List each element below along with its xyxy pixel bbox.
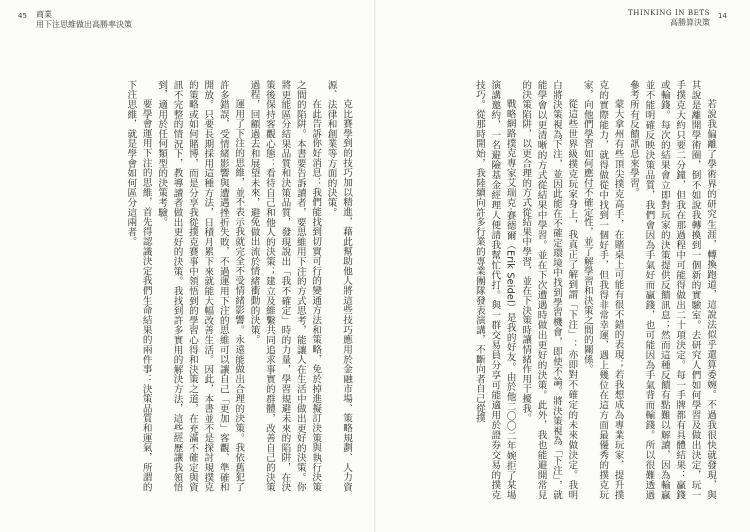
- left-running-head-line-1: 商業: [36, 10, 52, 19]
- left-running-head-line-2: 用下注思維做出高勝率決策: [36, 20, 132, 29]
- right-page-number: 14: [718, 12, 727, 20]
- body-paragraph: 戰略網路撲克專家艾瑞克·賽德爾（Erik Seidel）是我的好友。由於他二〇〇二年婉拒了某場演講邀約，一名避險基金經理人便請我幫忙代打。與一群交易員分享可能適用於證券交易的撲克技巧。從那時開始，我陸續向許多行業的專業團隊發表演講，不斷向者自己從撲: [473, 80, 516, 500]
- page-gutter: [374, 0, 376, 532]
- right-page-body: [392, 80, 718, 500]
- right-running-head: [628, 8, 711, 28]
- body-paragraph: 若說我偏離了學術界的研究生涯，轉換跑道，這說法似乎還算委婉。不過我很快就發現，與其說是離開學術圈，倒不如說我轉換到一個新的實驗室。去研究人們如何學習及做出決定，玩一手撲克大約只要二分鐘，但我在那過程中可能得做出二十項決定。每一手牌都有具體結果：贏錢或輸錢。每次的結果會立即對玩家的決策提供反饋訊息；然而這種反饋有點難以解讀，因為輸贏並不能明確反映決策品質，我們會因為手氣好而贏錢，也可能因為手氣背而輸錢。所以很難透過參考所有反饋訊息來學習。: [627, 80, 716, 500]
- body-paragraph: 克比賽學到的技巧加以精進，藉此幫助他人將這些技巧應用於金融市場、策略規劃、人力資源、法律和創業等方面的決策。: [325, 80, 352, 492]
- body-paragraph: 從這些世界級撲克玩家身上，我真正了解到謂「下注」：亦即對不確定的未來做決定。我明白將決策視為下注，並因此能在不確定環境中找到學習機會，即使不論。將決策視為「下注」，就能學會以更清晰的方式從結果中學習。並在下次遭遇時做出更好的決策。此外，我也能避開常見的決策陷阱，以更合理的方式從結果中學習，並在下決策時讓情緒作用干擾我。: [520, 80, 578, 500]
- body-paragraph: 在此告訴你好消息：我們能找到切實可行的變通方法和策略，免於掉進擬訂決策與執行決策之間的陷阱。本書要告訴讀者，要思維用下注的方式思考，能讓人在生活中做出更好的決策。你將更能區分結果品質和決策品質，發現說出「我不確定」時的力量，學習規避未來的陷阱，在決策後保持客觀心態：看待自己和他人的決策；建立及維繫共同追求事實的群體，改善自己的決策過程，回顧過去和展望未來，避免做出流於情緒衝動的決策。: [248, 80, 322, 492]
- left-running-head: [36, 10, 132, 30]
- body-paragraph: 要學會運用下注的思維，首先得認識決定我們生命結果的兩件事：決策品質和運氣，所謂的下注思維，就是學會如何區分這兩者。: [125, 80, 152, 492]
- body-paragraph: 運用了下注的思維，並不表示我就完全不受情緒影響。永遠能做出合理的決策。我依舊犯了許多錯誤，受情緒影響與遭遇挫折失敗，不過運用下注的思維可以讓自己「更加」客觀、準確和開放。只要長期採用這種方法，日積月累下來就能大幅改善生活。因此，本書並不是探討規撲克的策略或如何賭博，而是分享我從撲克賽事中領悟到的學習心得和決策之道，在充滿不確定與資訊不完整的情況下，教導讀者做出更好的決策。我找到許多實用的解決方法，這些經歷讓我領悟到，適用於任何類型的決策考驗。: [156, 80, 245, 492]
- left-page-body: [36, 80, 354, 492]
- body-paragraph: 蒙大拿州有些頂尖撲克高手，在賭桌上可能有很不錯的表現；若我想成為專業玩家，提升撲克的實際能力，就得做從中找到一個好手，但我得非常幸運，遇上幾位在這方面最優秀的撲克玩家，向他們學習如何應付不確定性，並了解學習和決策之間的關係。: [581, 80, 624, 500]
- right-running-head-zh: 高勝算決策: [670, 18, 710, 27]
- right-running-head-en: THINKING IN BETS: [628, 9, 711, 17]
- left-page-number: 45: [18, 12, 27, 20]
